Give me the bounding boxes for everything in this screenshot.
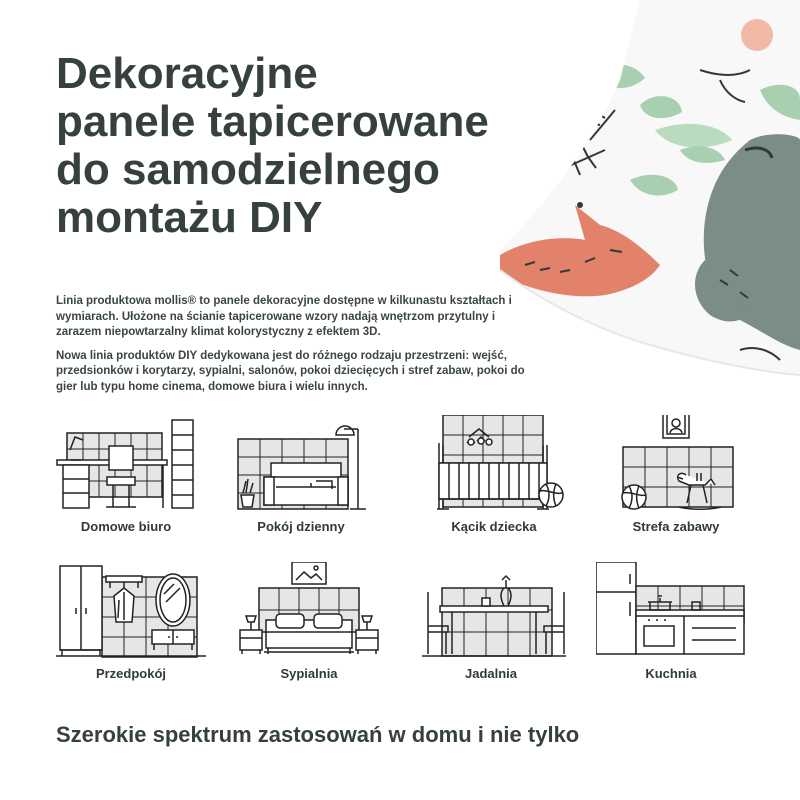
room-tile-nursery	[419, 415, 569, 540]
intro-text	[56, 294, 526, 403]
room-tile-kitchen	[596, 562, 746, 687]
title-line-2: panele tapicerowane	[56, 97, 489, 146]
room-label: Przedpokój	[95, 666, 167, 681]
room-label: Sypialnia	[280, 666, 338, 681]
dining-room-icon	[416, 562, 566, 662]
title-line-3: do samodzielnego	[56, 145, 440, 194]
room-label: Kącik dziecka	[451, 519, 537, 534]
kitchen-icon	[596, 562, 746, 662]
room-label: Jadalnia	[464, 666, 518, 681]
footer-heading: Szerokie spektrum zastosowań w domu i nie tylko	[56, 722, 580, 747]
intro-paragraph-2: Nowa linia produktów DIY dedykowana jest do różnego rodzaju przestrzeni: wejść, przedsionków i korytarzy, sypialni, salonów, pokoi dziecięcych i stref zabaw, pokoi do gier lub typu home cinema, domowe biura i wielu innych.	[56, 349, 525, 393]
intro-paragraph-1: Linia produktowa mollis® to panele dekoracyjne dostępne w kilkunastu kształtach i wymiarach. Ułożone na ścianie tapicerowane wzory nadają wnętrzom przytulny i zarazem niepowtarzalny klimat kolorystyczny z efektem 3D.	[56, 295, 512, 338]
room-label: Pokój dzienny	[257, 519, 345, 534]
title-line-4: montażu DIY	[56, 193, 323, 242]
play-area-icon	[601, 415, 751, 515]
nursery-icon	[419, 415, 569, 515]
hallway-icon	[56, 562, 206, 662]
page-title	[56, 50, 576, 242]
room-label: Kuchnia	[645, 666, 697, 681]
room-tile-play-area	[601, 415, 751, 540]
title-line-1: Dekoracyjne	[56, 49, 318, 98]
room-tile-dining-room	[416, 562, 566, 687]
room-tile-home-office	[51, 415, 201, 540]
home-office-icon	[51, 415, 201, 515]
room-tile-hallway	[56, 562, 206, 687]
bedroom-icon	[234, 562, 384, 662]
room-label: Strefa zabawy	[632, 519, 720, 534]
living-room-icon	[226, 415, 376, 515]
room-tile-bedroom	[234, 562, 384, 687]
room-tile-living-room	[226, 415, 376, 540]
room-label: Domowe biuro	[80, 519, 172, 534]
